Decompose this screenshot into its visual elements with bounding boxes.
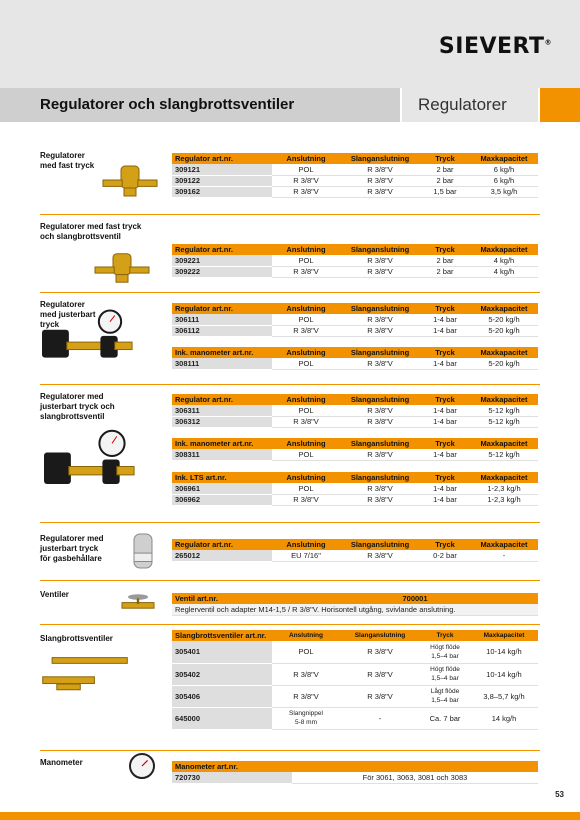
column-header: Maxkapacitet: [470, 438, 538, 449]
gauge-regulator-image: [40, 428, 136, 498]
table-cell: 4 kg/h: [470, 266, 538, 277]
column-header-artnr: Ink. manometer art.nr.: [172, 347, 272, 358]
table-cell: POL: [272, 255, 340, 266]
brand-logo: SIEVERT®: [438, 34, 552, 59]
table-cell: 10-14 kg/h: [470, 641, 538, 663]
table-header: [172, 539, 538, 550]
table-row: [172, 707, 538, 729]
column-header: Slanganslutning: [340, 394, 420, 405]
description-cell: Reglerventil och adapter M14-1,5 / R 3/8"V. Horisontell utgång, svivlande anslutning.: [172, 604, 538, 615]
table-cell: 0-2 bar: [420, 550, 470, 561]
table-row: [172, 641, 538, 663]
table-cell: 6 kg/h: [470, 175, 538, 186]
table-cell: 1-4 bar: [420, 325, 470, 336]
table-header: [172, 630, 538, 641]
column-header-artnr: Manometer art.nr.: [172, 761, 292, 772]
article-number: 305402: [172, 663, 272, 685]
section-divider: [40, 292, 540, 293]
spec-table-wide: [172, 761, 538, 784]
table-row: [172, 483, 538, 494]
hose-valve-image: [38, 648, 132, 696]
article-number: 306961: [172, 483, 272, 494]
table-cell: 1-4 bar: [420, 358, 470, 369]
table-cell: POL: [272, 164, 340, 175]
table-cell: POL: [272, 449, 340, 460]
column-header: Anslutning: [272, 347, 340, 358]
column-header-artnr: Ventil art.nr.: [172, 593, 292, 604]
table-row: [172, 325, 538, 336]
table-cell: 14 kg/h: [470, 707, 538, 729]
gauge-regulator-image: [38, 308, 134, 370]
table-cell: 1-2,3 kg/h: [470, 483, 538, 494]
table-row: [172, 494, 538, 505]
spec-table: [172, 438, 538, 461]
column-header: Slanganslutning: [340, 472, 420, 483]
article-number: 306111: [172, 314, 272, 325]
table-cell: R 3/8"V: [340, 663, 420, 685]
table-cell: R 3/8"V: [272, 175, 340, 186]
table-row: [172, 255, 538, 266]
table-cell: Högt flöde 1,5–4 bar: [420, 641, 470, 663]
table-cell: R 3/8"V: [340, 358, 420, 369]
table-cell: R 3/8"V: [340, 314, 420, 325]
column-header-artnr: Regulator art.nr.: [172, 539, 272, 550]
table-cell: -: [340, 707, 420, 729]
table-cell: EU 7/16": [272, 550, 340, 561]
article-number: 306311: [172, 405, 272, 416]
table-cell: R 3/8"V: [340, 175, 420, 186]
column-header-artnr: Regulator art.nr.: [172, 394, 272, 405]
article-number: 306312: [172, 416, 272, 427]
table-header: [172, 244, 538, 255]
table-cell: R 3/8"V: [340, 416, 420, 427]
section-label: Regulatorer med justerbart tryck för gasbehållare: [40, 534, 104, 563]
table-cell: R 3/8"V: [340, 186, 420, 197]
table-cell: 4 kg/h: [470, 255, 538, 266]
article-number: 308311: [172, 449, 272, 460]
table-cell: 5-20 kg/h: [470, 358, 538, 369]
column-header: Anslutning: [272, 438, 340, 449]
article-number: 720730: [172, 772, 292, 783]
title-left: [0, 88, 400, 122]
article-number: 308111: [172, 358, 272, 369]
table-cell: 2 bar: [420, 164, 470, 175]
article-number: 309221: [172, 255, 272, 266]
column-header: Slanganslutning: [340, 244, 420, 255]
article-number: 309122: [172, 175, 272, 186]
article-number: 645000: [172, 707, 272, 729]
spec-table: [172, 244, 538, 278]
column-header: Tryck: [420, 347, 470, 358]
table-header: [172, 303, 538, 314]
table-cell: POL: [272, 483, 340, 494]
table-cell: 1-2,3 kg/h: [470, 494, 538, 505]
column-header: Slanganslutning: [340, 438, 420, 449]
table-cell: 2 bar: [420, 175, 470, 186]
page-number: 53: [555, 790, 564, 799]
table-cell: R 3/8"V: [340, 685, 420, 707]
table-cell: 1-4 bar: [420, 494, 470, 505]
section-label: Slangbrottsventiler: [40, 634, 113, 643]
cartridge-regulator-image: [128, 530, 158, 572]
column-header: Maxkapacitet: [470, 472, 538, 483]
column-header: Anslutning: [272, 472, 340, 483]
table-cell: 3,5 kg/h: [470, 186, 538, 197]
table-cell: R 3/8"V: [340, 449, 420, 460]
column-header: Maxkapacitet: [470, 303, 538, 314]
column-header: Slanganslutning: [340, 630, 420, 641]
article-number: 265012: [172, 550, 272, 561]
table-row: [172, 663, 538, 685]
article-number: 306962: [172, 494, 272, 505]
regulator-image: [92, 248, 152, 286]
column-header-artnr: Regulator art.nr.: [172, 244, 272, 255]
table-cell: Lågt flöde 1,5–4 bar: [420, 685, 470, 707]
regulator-image: [100, 160, 160, 200]
table-cell: 1-4 bar: [420, 483, 470, 494]
table-cell: 1,5 bar: [420, 186, 470, 197]
column-header: Maxkapacitet: [470, 244, 538, 255]
valve-image: [118, 590, 158, 618]
column-header: Maxkapacitet: [470, 347, 538, 358]
column-header-artnr: Regulator art.nr.: [172, 153, 272, 164]
section-label: Regulatorer med fast tryck och slangbrottsventil: [40, 222, 142, 241]
article-number: 309162: [172, 186, 272, 197]
section-divider: [40, 624, 540, 625]
table-cell: Ca. 7 bar: [420, 707, 470, 729]
table-header: [172, 153, 538, 164]
table-row: [172, 685, 538, 707]
article-number: 306112: [172, 325, 272, 336]
table-cell: 5-12 kg/h: [470, 416, 538, 427]
section-divider: [40, 580, 540, 581]
column-header: Tryck: [420, 394, 470, 405]
column-header: Anslutning: [272, 394, 340, 405]
manometer-image: [128, 752, 156, 780]
table-cell: 1-4 bar: [420, 449, 470, 460]
column-header: Slanganslutning: [340, 303, 420, 314]
column-header: Maxkapacitet: [470, 394, 538, 405]
section-label: Regulatorer med justerbart tryck: [40, 300, 96, 329]
column-header: Slanganslutning: [340, 347, 420, 358]
section-label: Manometer: [40, 758, 83, 767]
table-header: [172, 394, 538, 405]
column-header: Tryck: [420, 153, 470, 164]
category-box: [402, 88, 538, 122]
spec-table: [172, 347, 538, 370]
section-divider: [40, 750, 540, 751]
table-header: [172, 761, 538, 772]
table-cell: 10-14 kg/h: [470, 663, 538, 685]
table-cell: R 3/8"V: [340, 325, 420, 336]
column-header: Maxkapacitet: [470, 539, 538, 550]
column-header: Anslutning: [272, 539, 340, 550]
table-row: [172, 175, 538, 186]
table-cell: Slangnippel 5-8 mm: [272, 707, 340, 729]
section-divider: [40, 384, 540, 385]
spec-table: [172, 303, 538, 337]
column-header-artnr: Regulator art.nr.: [172, 303, 272, 314]
table-cell: POL: [272, 405, 340, 416]
table-cell: R 3/8"V: [340, 164, 420, 175]
table-cell: R 3/8"V: [272, 494, 340, 505]
table-cell: R 3/8"V: [272, 266, 340, 277]
article-number: 309222: [172, 266, 272, 277]
column-header: Tryck: [420, 472, 470, 483]
table-cell: R 3/8"V: [340, 266, 420, 277]
column-header: Slanganslutning: [340, 153, 420, 164]
spec-table: [172, 630, 538, 730]
column-header: Anslutning: [272, 153, 340, 164]
table-cell: R 3/8"V: [272, 416, 340, 427]
page-title: Regulatorer och slangbrottsventiler: [40, 96, 295, 113]
table-cell: R 3/8"V: [340, 483, 420, 494]
table-row: [172, 449, 538, 460]
section-label: Regulatorer med fast tryck: [40, 151, 95, 170]
table-cell: R 3/8"V: [340, 641, 420, 663]
column-header: Tryck: [420, 438, 470, 449]
table-cell: 5-12 kg/h: [470, 449, 538, 460]
table-cell: POL: [272, 314, 340, 325]
table-row: [172, 405, 538, 416]
category-title: Regulatorer: [418, 95, 507, 114]
table-row: [172, 772, 538, 783]
article-number: 700001: [292, 593, 538, 604]
title-bar: [0, 88, 580, 122]
description-cell: För 3061, 3063, 3081 och 3083: [292, 772, 538, 783]
section-divider: [40, 214, 540, 215]
table-cell: R 3/8"V: [272, 186, 340, 197]
column-header: Tryck: [420, 630, 470, 641]
column-header-artnr: Slangbrottsventiler art.nr.: [172, 630, 272, 641]
table-header: [172, 593, 538, 604]
spec-table: [172, 153, 538, 198]
article-number: 305406: [172, 685, 272, 707]
table-row: [172, 416, 538, 427]
table-cell: POL: [272, 641, 340, 663]
table-cell: 2 bar: [420, 255, 470, 266]
table-cell: -: [470, 550, 538, 561]
article-number: 305401: [172, 641, 272, 663]
table-cell: 1-4 bar: [420, 405, 470, 416]
table-cell: R 3/8"V: [340, 255, 420, 266]
column-header: Maxkapacitet: [470, 153, 538, 164]
table-row: [172, 186, 538, 197]
table-cell: 5-12 kg/h: [470, 405, 538, 416]
spec-table: [172, 394, 538, 428]
column-header: Tryck: [420, 539, 470, 550]
section-divider: [40, 522, 540, 523]
table-cell: 6 kg/h: [470, 164, 538, 175]
table-cell: R 3/8"V: [272, 325, 340, 336]
table-row: [172, 550, 538, 561]
table-cell: R 3/8"V: [272, 663, 340, 685]
table-header: [172, 438, 538, 449]
section-label: Regulatorer med justerbart tryck och slangbrottsventil: [40, 392, 115, 421]
column-header: Anslutning: [272, 630, 340, 641]
spec-table: [172, 539, 538, 562]
spec-table: [172, 472, 538, 506]
section-label: Ventiler: [40, 590, 69, 599]
table-row: [172, 164, 538, 175]
title-accent: [540, 88, 580, 122]
column-header: Anslutning: [272, 244, 340, 255]
table-row: [172, 358, 538, 369]
table-cell: 1-4 bar: [420, 416, 470, 427]
table-header: [172, 472, 538, 483]
table-cell: R 3/8"V: [272, 685, 340, 707]
column-header: Slanganslutning: [340, 539, 420, 550]
table-row: [172, 314, 538, 325]
table-cell: R 3/8"V: [340, 550, 420, 561]
table-cell: R 3/8"V: [340, 494, 420, 505]
table-cell: 2 bar: [420, 266, 470, 277]
column-header: Tryck: [420, 244, 470, 255]
bottom-bar: [0, 812, 580, 820]
column-header: Tryck: [420, 303, 470, 314]
table-header: [172, 347, 538, 358]
column-header: Anslutning: [272, 303, 340, 314]
article-number: 309121: [172, 164, 272, 175]
table-cell: 1-4 bar: [420, 314, 470, 325]
table-cell: R 3/8"V: [340, 405, 420, 416]
table-row: [172, 604, 538, 615]
column-header-artnr: Ink. manometer art.nr.: [172, 438, 272, 449]
table-row: [172, 266, 538, 277]
column-header-artnr: Ink. LTS art.nr.: [172, 472, 272, 483]
table-cell: 5-20 kg/h: [470, 325, 538, 336]
table-cell: 3,8–5,7 kg/h: [470, 685, 538, 707]
header-fill: [292, 761, 538, 772]
spec-table-wide: [172, 593, 538, 616]
table-cell: POL: [272, 358, 340, 369]
table-cell: 5-20 kg/h: [470, 314, 538, 325]
table-cell: Högt flöde 1,5–4 bar: [420, 663, 470, 685]
column-header: Maxkapacitet: [470, 630, 538, 641]
